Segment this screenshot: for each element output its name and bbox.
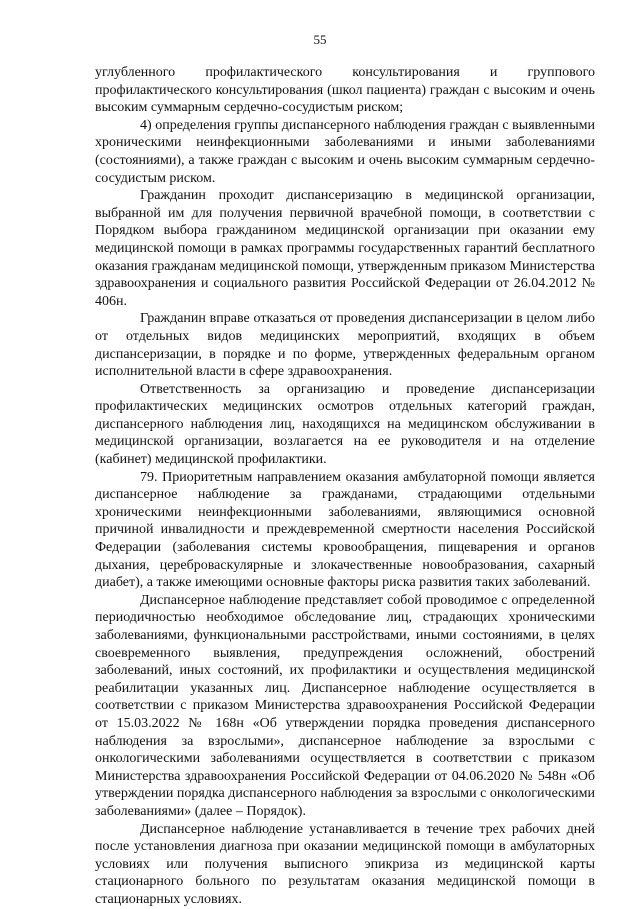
document-body bbox=[95, 64, 595, 909]
paragraph-dispensarization-choice: Гражданин проходит диспансеризацию в медицинской организации, выбранной им для получения первичной врачебной помощи, в соответствии с Порядком выбора гражданином медицинской организации при оказании ему медицинской помощи в рамках программы государственных гарантий бесплатного оказания гражданам медицинской помощи, утвержденным приказом Министерства здравоохранения и социального развития Российской Федерации от 26.04.2012 № 406н. bbox=[95, 188, 595, 309]
paragraph-item-4: 4) определения группы диспансерного наблюдения граждан с выявленными хроническими неинфекционными заболеваниями и иными заболеваниями (состояниями), а также граждан с высоким и очень высоким суммарным сердечно-сосудистым риском. bbox=[95, 117, 595, 186]
paragraph-dispensary-observation: Диспансерное наблюдение представляет собой проводимое с определенной периодичностью необходимое обследование лиц, страдающих хроническими заболеваниями, функциональными расстройствами, иными состояниями, в целях своевременного выявления, предупреждения осложнений, обострений заболеваний, иных состояний, их профилактики и осуществления медицинской реабилитации указанных лиц. Диспансерное наблюдение осуществляется в соответствии с приказом Министерства здравоохранения Российской Федерации от 15.03.2022 № 168н «Об утверждении порядка проведения диспансерного наблюдения за взрослыми», диспансерное наблюдение за взрослыми с онкологическими заболеваниями осуществляется в соответствии с приказом Министерства здравоохранения Российской Федерации от 04.06.2020 № 548н «Об утверждении порядка диспансерного наблюдения за взрослыми с онкологическими заболеваниями» (далее – Порядок). bbox=[95, 592, 595, 819]
paragraph-refusal-right: Гражданин вправе отказаться от проведения диспансеризации в целом либо от отдельных видов медицинских мероприятий, входящих в объем диспансеризации, в порядке и по форме, утвержденных федеральным органом исполнительной власти в сфере здравоохранения. bbox=[95, 311, 595, 380]
paragraph-continuation: углубленного профилактического консультирования и группового профилактического консультирования (школ пациента) граждан с высоким и очень высоким суммарным сердечно-сосудистым риском; bbox=[95, 65, 595, 116]
page-number: 55 bbox=[313, 32, 327, 47]
paragraph-observation-timing: Диспансерное наблюдение устанавливается в течение трех рабочих дней после установления диагноза при оказании медицинской помощи в амбулаторных условиях или получения выписного эпикриза из медицинской карты стационарного больного по результатам оказания медицинской помощи в стационарных условиях. bbox=[95, 821, 595, 907]
paragraph-responsibility: Ответственность за организацию и проведение диспансеризации профилактических медицинских осмотров отдельных категорий граждан, диспансерного наблюдения лиц, находящихся на медицинском обслуживании в медицинской организации, возлагается на ее руководителя и на отделение (кабинет) медицинской профилактики. bbox=[95, 381, 595, 468]
paragraph-section-79: 79. Приоритетным направлением оказания амбулаторной помощи является диспансерное наблюдение за гражданами, страдающими отдельными хроническими неинфекционными заболеваниями, являющимися основной причиной инвалидности и преждевременной смертности населения Российской Федерации (заболевания системы кровообращения, пищеварения и органов дыхания, цереброваскулярные и злокачественные новообразования, сахарный диабет), а также имеющими основные факторы риска развития таких заболеваний. bbox=[95, 469, 595, 591]
